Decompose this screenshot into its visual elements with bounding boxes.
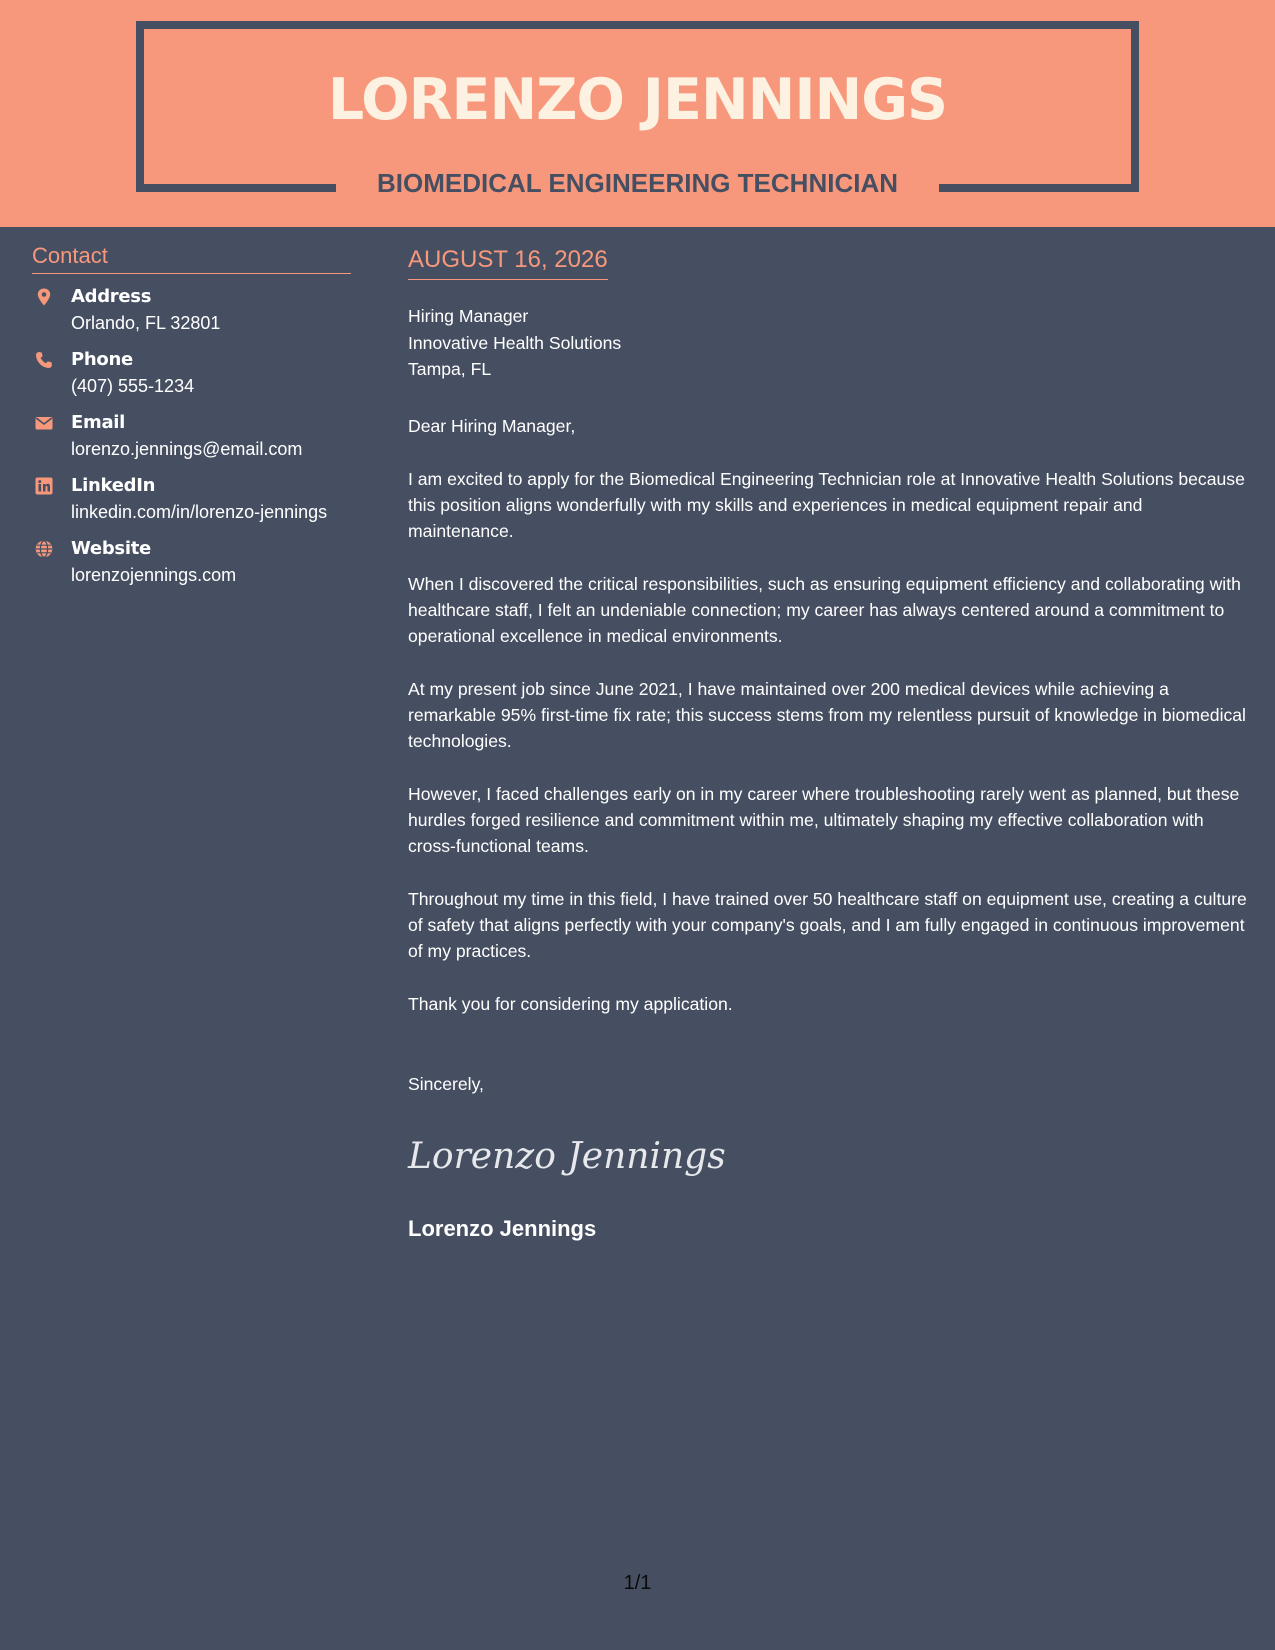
contact-label: LinkedIn <box>71 475 156 496</box>
phone-icon <box>35 351 53 369</box>
linkedin-icon <box>35 477 53 495</box>
phone-value[interactable]: (407) 555-1234 <box>71 376 195 396</box>
contact-item-email <box>32 411 362 474</box>
salutation: Dear Hiring Manager, <box>408 415 576 436</box>
envelope-icon <box>35 414 53 432</box>
handwritten-signature: Lorenzo Jennings <box>408 1136 726 1177</box>
recipient-line: Tampa, FL <box>408 359 492 379</box>
letter-paragraph: Thank you for considering my application. <box>408 993 733 1014</box>
contact-item-linkedin <box>32 474 362 537</box>
contact-heading: Contact <box>32 241 351 274</box>
globe-icon <box>35 540 53 558</box>
contact-label: Email <box>71 412 126 433</box>
website-value[interactable]: lorenzojennings.com <box>71 565 237 585</box>
contact-label: Website <box>71 538 151 559</box>
contact-item-phone <box>32 348 362 411</box>
email-value[interactable]: lorenzo.jennings@email.com <box>71 439 303 459</box>
letter-paragraph: When I discovered the critical responsibilities, such as ensuring equipment efficiency and collaborating with healthcare staff, I felt an undeniable connection; my career has always centered around a commitment to operational excellence in medical environments. <box>408 573 1241 646</box>
signed-name: Lorenzo Jennings <box>408 1216 597 1241</box>
recipient-line: Hiring Manager <box>408 306 529 326</box>
page-indicator: 1/1 <box>623 1572 652 1594</box>
map-pin-icon <box>35 288 53 306</box>
letter-paragraph: I am excited to apply for the Biomedical Engineering Technician role at Innovative Health Solutions because this position aligns wonderfully with my skills and experiences in medical equipment repair and maintenance. <box>408 468 1245 541</box>
contact-item-website <box>32 537 362 600</box>
address-value: Orlando, FL 32801 <box>71 313 221 333</box>
recipient-block <box>408 303 1248 383</box>
job-title: BIOMEDICAL ENGINEERING TECHNICIAN <box>377 168 898 198</box>
letter-body <box>408 303 1248 1097</box>
contact-list <box>32 285 362 600</box>
letter-paragraph: Throughout my time in this field, I have trained over 50 healthcare staff on equipment use, creating a culture of safety that aligns perfectly with your company's goals, and I am fully engaged in continuous improvement of my practices. <box>408 888 1247 961</box>
recipient-line: Innovative Health Solutions <box>408 332 622 353</box>
contact-item-address <box>32 285 362 348</box>
contact-label: Address <box>71 286 152 307</box>
closing: Sincerely, <box>408 1073 484 1094</box>
letter-paragraph: However, I faced challenges early on in my career where troubleshooting rarely went as planned, but these hurdles forged resilience and commitment within me, ultimately shaping my effective collaboration with cross-functional teams. <box>408 783 1240 856</box>
contact-label: Phone <box>71 349 133 370</box>
header-banner <box>0 0 1275 227</box>
letter-date: AUGUST 16, 2026 <box>408 245 608 280</box>
applicant-name: LORENZO JENNINGS <box>327 67 948 133</box>
letter-paragraph: At my present job since June 2021, I have maintained over 200 medical devices while achieving a remarkable 95% first-time fix rate; this success stems from my relentless pursuit of knowledge in biomedical technologies. <box>408 678 1246 751</box>
linkedin-value[interactable]: linkedin.com/in/lorenzo-jennings <box>71 502 328 522</box>
